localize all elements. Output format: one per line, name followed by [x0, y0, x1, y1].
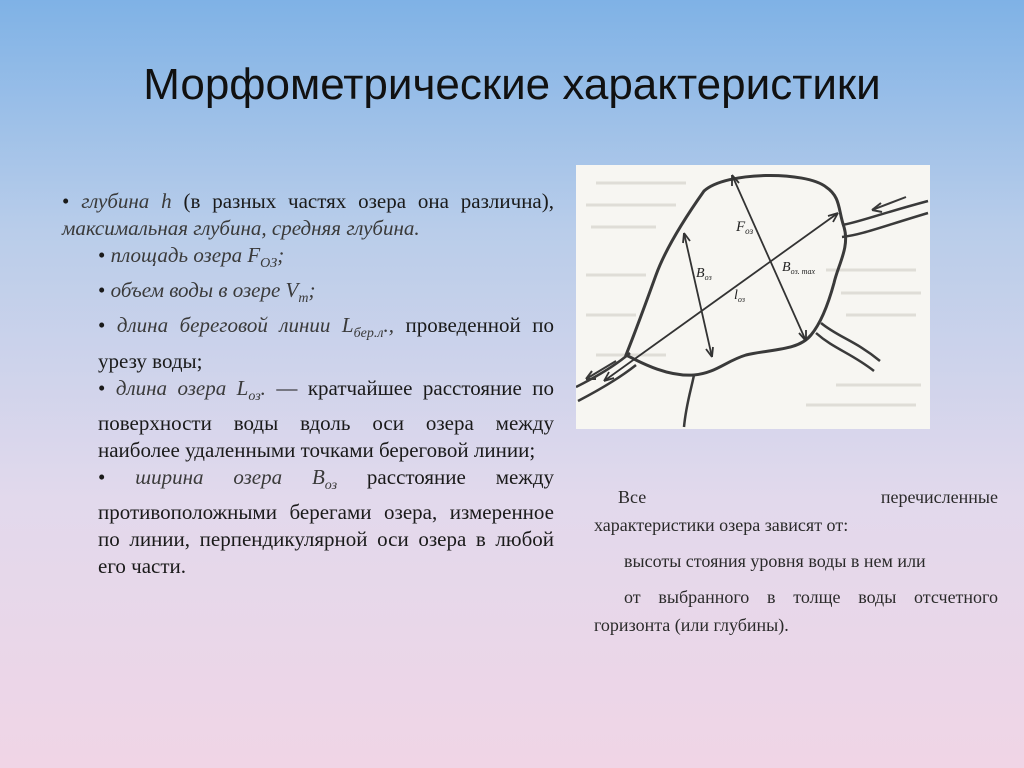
length-label: длина озера L	[115, 375, 249, 400]
dependencies-text	[594, 483, 998, 639]
max-width-diagram-label: $B_{oз. max}$	[782, 260, 816, 276]
length-diagram-label: $l_{oз}$	[734, 288, 746, 304]
list-item-area	[98, 242, 554, 277]
width-label: ширина озера B	[135, 464, 325, 489]
length-axis	[604, 213, 838, 381]
definitions-list	[62, 188, 554, 580]
length-end: .	[260, 375, 266, 400]
width-subscript: оз	[324, 477, 338, 493]
outflow-river	[576, 353, 630, 387]
volume-end: ;	[308, 278, 316, 303]
lake-diagram-svg	[576, 165, 930, 429]
shoreline-subscript: бер.л	[353, 326, 384, 342]
volume-subscript: m	[298, 291, 309, 307]
intro-word-2: перечисленные	[880, 487, 998, 507]
list-item-volume	[98, 277, 554, 312]
bullet: •	[98, 243, 106, 267]
area-subscript: ОЗ	[260, 256, 278, 272]
shoreline-label: длина береговой линии L	[116, 313, 354, 338]
dependencies-intro	[594, 483, 998, 511]
list-item-shoreline	[98, 312, 554, 374]
area-label: площадь озера F	[110, 243, 261, 267]
shoreline-end: .,	[383, 313, 394, 338]
bullet: •	[98, 464, 106, 489]
creek	[684, 375, 694, 427]
list-item-length	[98, 375, 554, 464]
bullet: •	[98, 313, 106, 338]
depth-text: (в разных частях озера она различна),	[183, 189, 554, 213]
length-text: — кратчайшее расстояние по поверхности воды вдоль оси озера между наиболее удаленными точками береговой линии;	[98, 375, 555, 462]
max-width-line	[732, 175, 806, 341]
bullet: •	[98, 375, 106, 400]
bullet: •	[98, 278, 106, 303]
lake-diagram	[576, 165, 930, 429]
area-diagram-label: $F_{oз}$	[736, 219, 754, 236]
width-line	[684, 233, 712, 357]
inflow-river	[842, 213, 928, 237]
volume-label: объем воды в озере V	[110, 278, 299, 303]
width-text: расстояние между противоположными берегами озера, измеренное по линии, перпендикулярной оси озера в любой его части.	[98, 464, 555, 578]
dependencies-intro-rest: характеристики озера зависят от:	[594, 515, 849, 535]
depth-paragraph	[62, 188, 554, 242]
intro-word-1: Все	[618, 487, 647, 507]
max-depth-text: максимальная глубина, средняя глубина.	[62, 216, 420, 240]
shoreline-text: проведенной по урезу воды;	[98, 313, 555, 373]
dependency-water-level: высоты стояния уровня воды в нем или	[624, 551, 926, 571]
area-end: ;	[277, 243, 285, 267]
bullet: •	[62, 189, 70, 213]
width-diagram-label: $B_{oз}$	[696, 266, 712, 282]
list-item-width	[98, 464, 554, 580]
depth-label: глубина h	[81, 189, 172, 213]
length-subscript: оз	[248, 388, 261, 404]
dependency-reference-horizon: от выбранного в толще воды отсчетного горизонта (или глубины).	[594, 587, 998, 635]
slide-title: Морфометрические характеристики	[143, 60, 881, 109]
